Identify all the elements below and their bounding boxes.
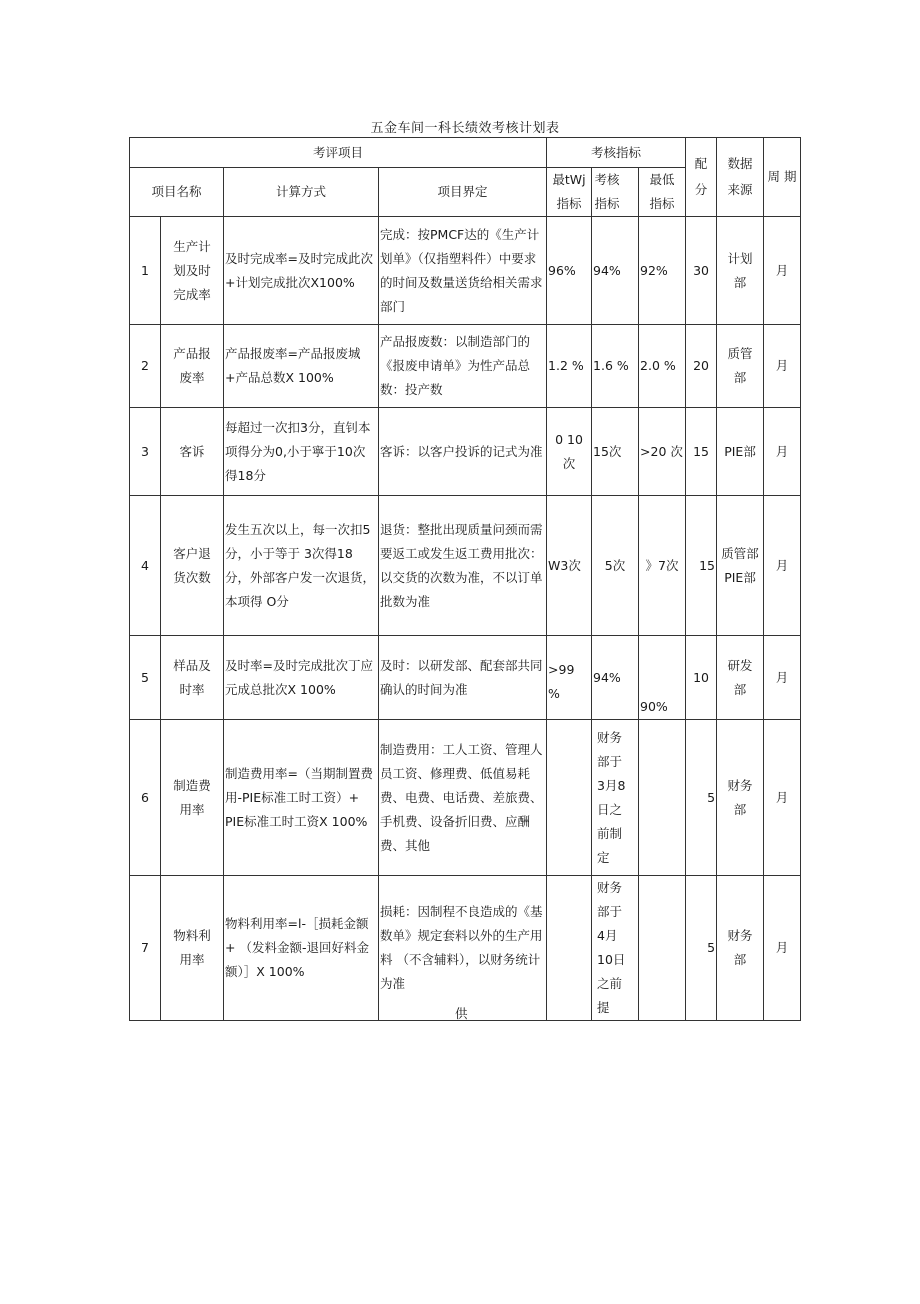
cycle-cell: 月 bbox=[764, 720, 801, 876]
row-number: 6 bbox=[130, 720, 161, 876]
item-name-cell bbox=[161, 217, 224, 325]
best-indicator: 1.2 % bbox=[547, 325, 592, 408]
header-target bbox=[592, 168, 639, 217]
calc-method-cell: 发生五次以上，每一次扣5分，小于等于 3次得18分，外部客户发一次退货，本项得 O分 bbox=[224, 496, 379, 636]
header-data-source bbox=[717, 138, 764, 217]
best-indicator: 96% bbox=[547, 217, 592, 325]
row-number: 2 bbox=[130, 325, 161, 408]
min-indicator bbox=[639, 720, 686, 876]
target-indicator-text: 财务部于4月10日之前提 bbox=[597, 880, 626, 1015]
calc-method-cell: 制造费用率=（当期制置费用-PIE标准工时工资）+ PIE标准工时工资X 100% bbox=[224, 720, 379, 876]
min-indicator bbox=[639, 876, 686, 1021]
item-name: 生产计划及时完成率 bbox=[173, 238, 211, 302]
weight-cell: 20 bbox=[686, 325, 717, 408]
target-indicator: 94% bbox=[592, 217, 639, 325]
source-cell bbox=[717, 636, 764, 720]
target-indicator: 5次 bbox=[592, 496, 639, 636]
best-indicator bbox=[547, 720, 592, 876]
target-indicator: 15次 bbox=[592, 408, 639, 496]
target-indicator: 1.6 % bbox=[592, 325, 639, 408]
min-indicator: 92% bbox=[639, 217, 686, 325]
best-indicator: W3次 bbox=[547, 496, 592, 636]
weight-cell: 15 bbox=[686, 496, 717, 636]
header-row-1 bbox=[130, 138, 801, 168]
source-cell bbox=[717, 496, 764, 636]
row-number: 3 bbox=[130, 408, 161, 496]
item-name: 产品报废率 bbox=[173, 346, 211, 385]
item-name-cell bbox=[161, 720, 224, 876]
item-name: 物料利用率 bbox=[173, 928, 211, 967]
best-indicator bbox=[547, 876, 592, 1021]
table-row bbox=[130, 720, 801, 876]
best-indicator bbox=[547, 408, 592, 496]
source-text: 财务部 bbox=[727, 928, 753, 967]
definition-cell: 损耗：因制程不良造成的《基数单》规定套料以外的生产用料 （不含辅料），以财务统计为准 bbox=[379, 876, 547, 1021]
min-indicator: 》7次 bbox=[639, 496, 686, 636]
calc-method-cell: 物料利用率=l-［损耗金额+ （发料金额-退回好料金额）］X 100% bbox=[224, 876, 379, 1021]
definition-cell: 及时：以研发部、配套部共同确认的时间为准 bbox=[379, 636, 547, 720]
cycle-cell: 月 bbox=[764, 325, 801, 408]
header-best-text: 最tWj指标 bbox=[552, 172, 586, 211]
source-text: 计划部 bbox=[727, 250, 753, 290]
table-row bbox=[130, 325, 801, 408]
item-name-cell bbox=[161, 876, 224, 1021]
row-number: 5 bbox=[130, 636, 161, 720]
source-cell bbox=[717, 720, 764, 876]
min-indicator: 2.0 % bbox=[639, 325, 686, 408]
calc-method-cell: 每超过一次扣3分，直钊本项得分为0,小于寧于10次得18分 bbox=[224, 408, 379, 496]
source-cell bbox=[717, 325, 764, 408]
weight-cell: 5 bbox=[686, 876, 717, 1021]
calc-method-cell: 及时率=及时完成批次丁应元成总批次X 100% bbox=[224, 636, 379, 720]
table-row bbox=[130, 876, 801, 1021]
header-best bbox=[547, 168, 592, 217]
item-name-cell bbox=[161, 636, 224, 720]
cycle-cell: 月 bbox=[764, 217, 801, 325]
cycle-cell: 月 bbox=[764, 408, 801, 496]
header-weight-text: 配分 bbox=[694, 156, 708, 197]
table-row bbox=[130, 636, 801, 720]
item-name: 客诉 bbox=[161, 408, 224, 496]
definition-cell: 制造费用：工人工资、管理人员工资、修理费、低值易耗费、电费、电话费、差旅费、手机费、设备折旧费、应酬费、其他 bbox=[379, 720, 547, 876]
item-name-cell bbox=[161, 325, 224, 408]
header-target-text: 考核指标 bbox=[594, 172, 620, 211]
kpi-table bbox=[129, 137, 801, 1021]
definition-cell: 产品报废数：以制造部门的《报废申请单》为性产品总数：投产数 bbox=[379, 325, 547, 408]
header-data-source-text: 数据来源 bbox=[727, 156, 753, 197]
cycle-cell: 月 bbox=[764, 876, 801, 1021]
source-text: 质管部PIE部 bbox=[721, 545, 759, 585]
cycle-cell: 月 bbox=[764, 636, 801, 720]
weight-cell: 15 bbox=[686, 408, 717, 496]
best-indicator: >99 % bbox=[547, 636, 592, 720]
header-min-text: 最低指标 bbox=[649, 172, 675, 211]
item-name: 客户退货次数 bbox=[173, 545, 211, 585]
item-name-cell bbox=[161, 496, 224, 636]
row-number: 1 bbox=[130, 217, 161, 325]
header-min bbox=[639, 168, 686, 217]
source-cell bbox=[717, 217, 764, 325]
table-row bbox=[130, 217, 801, 325]
item-name: 样品及时率 bbox=[173, 657, 211, 697]
footer-text: 供 bbox=[455, 1006, 468, 1021]
weight-cell: 10 bbox=[686, 636, 717, 720]
definition-cell: 完成：按PMCF达的《生产计划单》（仅指塑料件）中要求的时间及数量送货给相关需求部门 bbox=[379, 217, 547, 325]
header-eval-items: 考评项目 bbox=[130, 138, 547, 168]
document-title: 五金车间一科长绩效考核计划表 bbox=[370, 121, 560, 136]
weight-cell: 5 bbox=[686, 720, 717, 876]
best-indicator-text: 0 10次 bbox=[555, 431, 583, 471]
target-indicator bbox=[592, 876, 639, 1021]
calc-method-cell: 产品报废率=产品报废城+产品总数X 100% bbox=[224, 325, 379, 408]
source-cell: PIE部 bbox=[717, 408, 764, 496]
table-row bbox=[130, 496, 801, 636]
item-name: 制造费用率 bbox=[173, 777, 211, 817]
header-cycle: 周 期 bbox=[764, 138, 801, 217]
header-definition: 项目界定 bbox=[379, 168, 547, 217]
row-number: 7 bbox=[130, 876, 161, 1021]
target-indicator: 94% bbox=[592, 636, 639, 720]
definition-cell: 客诉：以客户投诉的记式为准 bbox=[379, 408, 547, 496]
header-item-name: 项目名称 bbox=[130, 168, 224, 217]
target-indicator-text: 财务部于3月8日之前制定 bbox=[597, 729, 626, 865]
header-calc-method: 计算方式 bbox=[224, 168, 379, 217]
header-weight bbox=[686, 138, 717, 217]
source-text: 财务部 bbox=[727, 777, 753, 817]
definition-cell: 退货：整批出现质量问颈而需要返工或发生返工费用批次：以交货的次数为准，不以订单批数为准 bbox=[379, 496, 547, 636]
min-indicator: >20 次 bbox=[639, 408, 686, 496]
table-row bbox=[130, 408, 801, 496]
source-text: 研发部 bbox=[727, 657, 753, 697]
header-indicators: 考核指标 bbox=[547, 138, 686, 168]
source-text: 质管部 bbox=[727, 346, 753, 385]
row-number: 4 bbox=[130, 496, 161, 636]
min-indicator: 90% bbox=[639, 636, 686, 720]
cycle-cell: 月 bbox=[764, 496, 801, 636]
target-indicator bbox=[592, 720, 639, 876]
source-cell bbox=[717, 876, 764, 1021]
calc-method-cell: 及时完成率=及时完成此次+计划完成批次X100% bbox=[224, 217, 379, 325]
weight-cell: 30 bbox=[686, 217, 717, 325]
